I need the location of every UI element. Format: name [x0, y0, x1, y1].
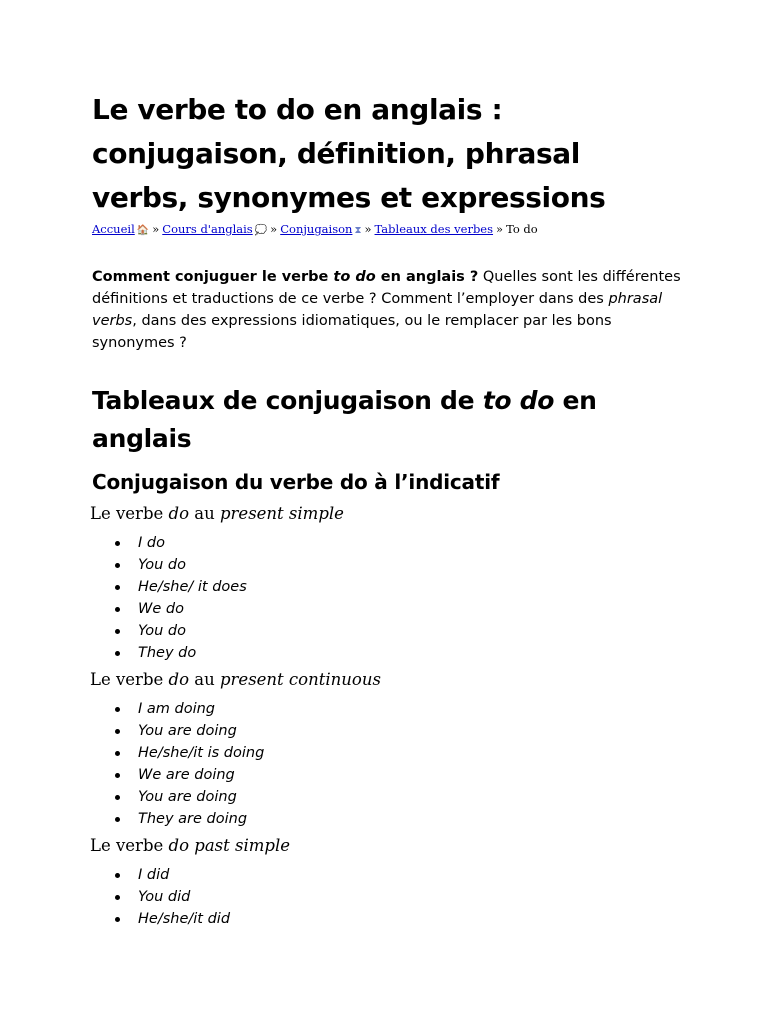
intro-bold-italic-text: to do: [333, 269, 376, 285]
breadcrumb-current: To do: [506, 222, 538, 236]
list-item: I did: [138, 864, 682, 886]
list-item: We do: [138, 598, 682, 620]
breadcrumb-separator: »: [496, 222, 504, 236]
list-item: You did: [138, 886, 682, 908]
section-heading-text: Tableaux de conjugaison de: [92, 386, 483, 415]
tense-heading: [90, 834, 682, 858]
hourglass-icon: ⧗: [354, 225, 362, 236]
tense-heading: [90, 668, 682, 692]
breadcrumb-separator: »: [364, 222, 372, 236]
breadcrumb-link-accueil[interactable]: [92, 222, 149, 236]
list-item: You do: [138, 620, 682, 642]
tense-block-present-continuous: [92, 668, 682, 830]
list-item: You do: [138, 554, 682, 576]
list-item: He/she/it is doing: [138, 742, 682, 764]
section-heading-italic: to do: [482, 386, 555, 415]
breadcrumb-link-tableaux[interactable]: [375, 222, 493, 236]
breadcrumb-separator: »: [152, 222, 160, 236]
list-item: We are doing: [138, 764, 682, 786]
tense-heading-text: au: [189, 670, 220, 689]
intro-paragraph: [92, 266, 682, 354]
tense-heading-text: Le verbe: [90, 504, 169, 523]
tense-block-present-simple: [92, 502, 682, 664]
subsection-heading: Conjugaison du verbe do à l’indicatif: [92, 470, 500, 494]
conjugation-list: [92, 532, 682, 664]
intro-text: , dans des expressions idiomatiques, ou le remplacer par les bons synonymes ?: [92, 313, 612, 351]
list-item: They do: [138, 642, 682, 664]
section-heading: [92, 382, 682, 458]
intro-bold-text: en anglais ?: [375, 269, 479, 285]
tense-heading-verb: do: [168, 670, 190, 689]
list-item: I am doing: [138, 698, 682, 720]
tense-heading-text: Le verbe: [90, 670, 169, 689]
breadcrumb-link-conjugaison[interactable]: [280, 222, 361, 236]
intro-bold-text: Comment conjuguer le verbe: [92, 269, 334, 285]
breadcrumb: [92, 220, 682, 240]
tense-heading-tense: present continuous: [219, 670, 381, 689]
intro-text: Quelles sont les différentes définitions et traductions de ce verbe ? Comment l’employer dans des: [92, 269, 681, 307]
breadcrumb-label: Cours d'anglais: [162, 222, 253, 236]
tense-heading-tense: present simple: [219, 504, 344, 523]
tense-heading-text: au: [189, 504, 220, 523]
page-title: Le verbe to do en anglais : conjugaison, définition, phrasal verbs, synonymes et expressions: [92, 93, 606, 214]
list-item: He/she/ it does: [138, 576, 682, 598]
thought-bubble-icon: 💭: [254, 225, 268, 236]
tense-heading-text: Le verbe: [90, 836, 169, 855]
breadcrumb-separator: »: [270, 222, 278, 236]
intro-italic-text: phrasal verbs: [92, 291, 663, 329]
conjugation-list: [92, 864, 682, 930]
tense-heading-verb: do: [168, 504, 190, 523]
tense-heading-verb: do past simple: [168, 836, 290, 855]
list-item: He/she/it did: [138, 908, 682, 930]
breadcrumb-label: Tableaux des verbes: [374, 222, 494, 236]
list-item: You are doing: [138, 720, 682, 742]
breadcrumb-link-cours[interactable]: [162, 222, 267, 236]
conjugation-list: [92, 698, 682, 830]
list-item: You are doing: [138, 786, 682, 808]
list-item: I do: [138, 532, 682, 554]
list-item: They are doing: [138, 808, 682, 830]
breadcrumb-label: Accueil: [92, 222, 135, 236]
tense-block-past-simple: [92, 834, 682, 930]
article: [92, 88, 682, 930]
breadcrumb-label: Conjugaison: [280, 222, 353, 236]
home-icon: 🏠: [136, 225, 150, 236]
intro-question: [92, 269, 478, 285]
section-heading-text: en anglais: [92, 386, 597, 453]
tense-heading: [90, 502, 682, 526]
